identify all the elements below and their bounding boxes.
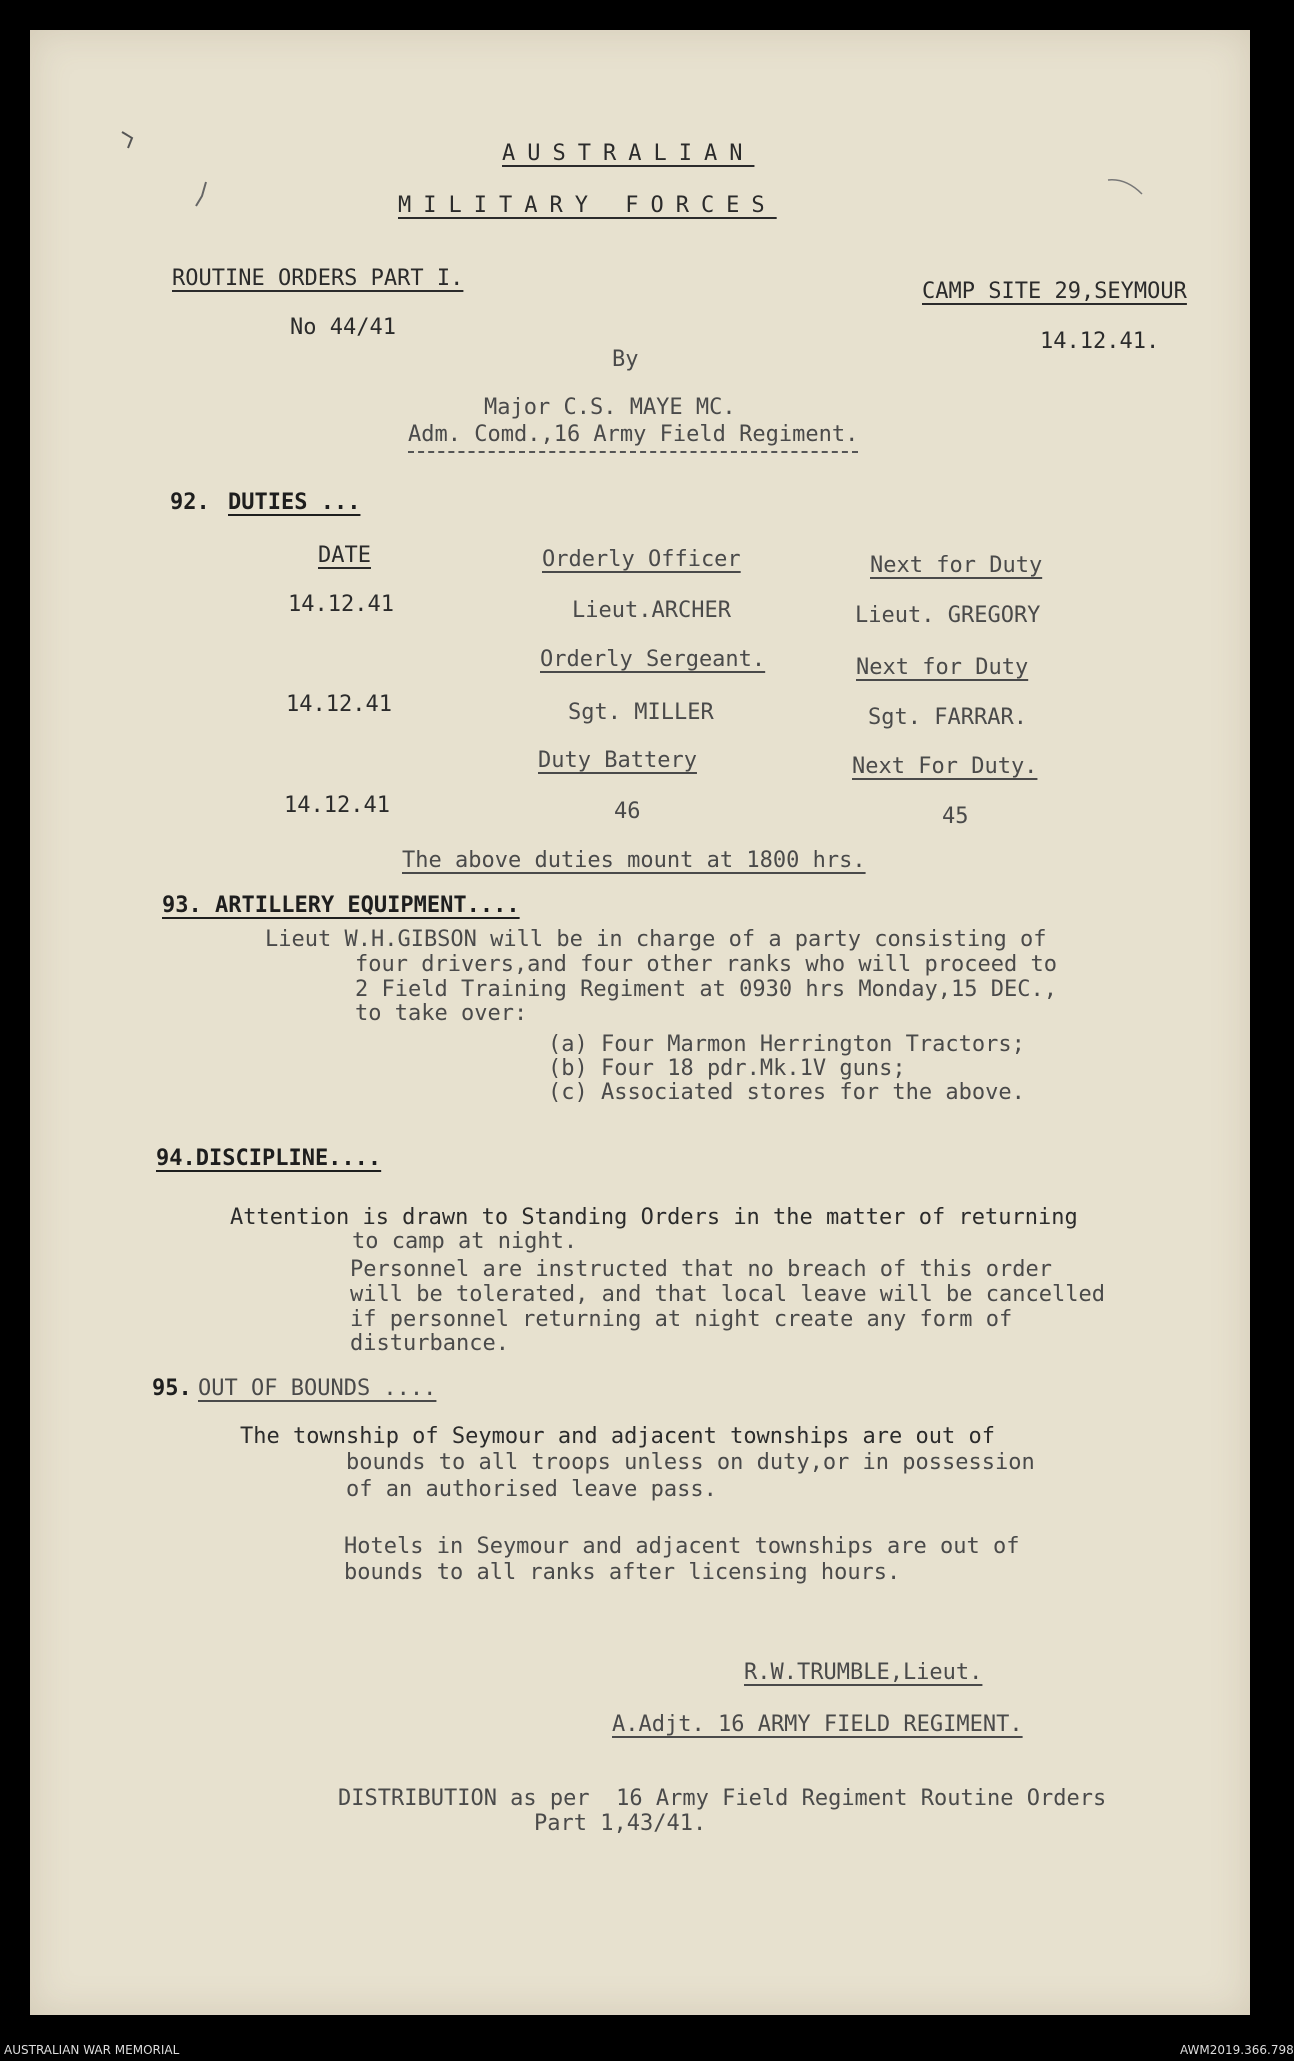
duty-row-1-date: 14.12.41 xyxy=(288,592,394,617)
section-95-para2-line-2: bounds to all ranks after licensing hours. xyxy=(344,1560,901,1585)
section-92-heading: DUTIES ... xyxy=(228,490,361,515)
camp-location: CAMP SITE 29,SEYMOUR xyxy=(922,279,1187,304)
section-93-heading: 93. ARTILLERY EQUIPMENT.... xyxy=(162,893,520,918)
section-93-item-b: (b) Four 18 pdr.Mk.1V guns; xyxy=(548,1056,906,1081)
duty-col-next-for-duty-3: Next For Duty. xyxy=(852,754,1038,779)
signature-name: R.W.TRUMBLE,Lieut. xyxy=(744,1660,983,1685)
order-date: 14.12.41. xyxy=(1040,329,1160,354)
duty-col-orderly-sergeant: Orderly Sergeant. xyxy=(540,647,766,672)
section-94-line-6: disturbance. xyxy=(350,1331,509,1356)
section-93-item-c: (c) Associated stores for the above. xyxy=(548,1080,1025,1105)
section-92-number: 92. xyxy=(170,490,210,515)
duty-row-2-date: 14.12.41 xyxy=(286,692,392,717)
footer-accession-number: AWM2019.366.798 xyxy=(1180,2043,1294,2057)
duty-row-2-next: Sgt. FARRAR. xyxy=(868,705,1027,730)
issuing-officer-role: Adm. Comd.,16 Army Field Regiment. xyxy=(408,422,858,453)
footer-institution: AUSTRALIAN WAR MEMORIAL xyxy=(4,2043,180,2057)
section-95-para1-line-1: The township of Seymour and adjacent townships are out of xyxy=(240,1424,995,1449)
issuing-officer: Major C.S. MAYE MC. xyxy=(484,395,736,420)
paper-tear-mark-left xyxy=(118,128,142,152)
section-94-line-3: Personnel are instructed that no breach of this order xyxy=(350,1257,1052,1282)
section-94-line-2: to camp at night. xyxy=(352,1229,578,1254)
duty-col-next-for-duty: Next for Duty xyxy=(870,553,1043,578)
distribution-line-1: DISTRIBUTION as per 16 Army Field Regiment Routine Orders xyxy=(338,1786,1107,1811)
duty-mount-note: The above duties mount at 1800 hrs. xyxy=(402,848,866,873)
section-95-heading: OUT OF BOUNDS .... xyxy=(198,1376,437,1401)
duty-row-1-next: Lieut. GREGORY xyxy=(855,603,1041,628)
duty-col-duty-battery: Duty Battery xyxy=(538,748,697,773)
duty-row-2-sergeant: Sgt. MILLER xyxy=(568,700,714,725)
section-93-line-4: to take over: xyxy=(355,1001,528,1026)
section-94-heading: 94.DISCIPLINE.... xyxy=(156,1146,382,1171)
routine-orders-title: ROUTINE ORDERS PART I. xyxy=(172,266,464,291)
section-93-line-1: Lieut W.H.GIBSON will be in charge of a party consisting of xyxy=(265,927,1047,952)
duty-col-next-for-duty-2: Next for Duty xyxy=(856,655,1029,680)
section-93-item-a: (a) Four Marmon Herrington Tractors; xyxy=(548,1032,1025,1057)
duty-row-3-date: 14.12.41 xyxy=(284,793,390,818)
section-93-line-3: 2 Field Training Regiment at 0930 hrs Monday,15 DEC., xyxy=(355,977,1057,1002)
duty-row-1-officer: Lieut.ARCHER xyxy=(572,598,731,623)
order-number: No 44/41 xyxy=(290,315,396,340)
section-95-para1-line-3: of an authorised leave pass. xyxy=(346,1477,717,1502)
section-94-line-1: Attention is drawn to Standing Orders in the matter of returning xyxy=(230,1205,1078,1230)
section-94-line-5: if personnel returning at night create any form of xyxy=(350,1307,1013,1332)
paper-crease-mark-right xyxy=(1106,176,1146,200)
section-94-line-4: will be tolerated, and that local leave will be cancelled xyxy=(350,1282,1105,1307)
signature-title: A.Adjt. 16 ARMY FIELD REGIMENT. xyxy=(612,1712,1023,1737)
duty-row-3-battery: 46 xyxy=(614,799,641,824)
section-95-number: 95. xyxy=(152,1376,192,1401)
duty-row-3-next: 45 xyxy=(942,804,969,829)
duty-col-orderly-officer: Orderly Officer xyxy=(542,547,741,572)
section-95-para2-line-1: Hotels in Seymour and adjacent townships are out of xyxy=(344,1534,1020,1559)
section-95-para1-line-2: bounds to all troops unless on duty,or in possession xyxy=(346,1450,1035,1475)
duty-col-date: DATE xyxy=(318,543,371,568)
distribution-line-2: Part 1,43/41. xyxy=(534,1811,707,1836)
section-93-line-2: four drivers,and four other ranks who will proceed to xyxy=(355,952,1057,977)
header-line-australian: AUSTRALIAN xyxy=(502,141,755,166)
paper-crease-mark-left xyxy=(190,180,214,210)
header-line-military-forces: MILITARY FORCES xyxy=(398,193,777,218)
by-label: By xyxy=(612,347,639,372)
